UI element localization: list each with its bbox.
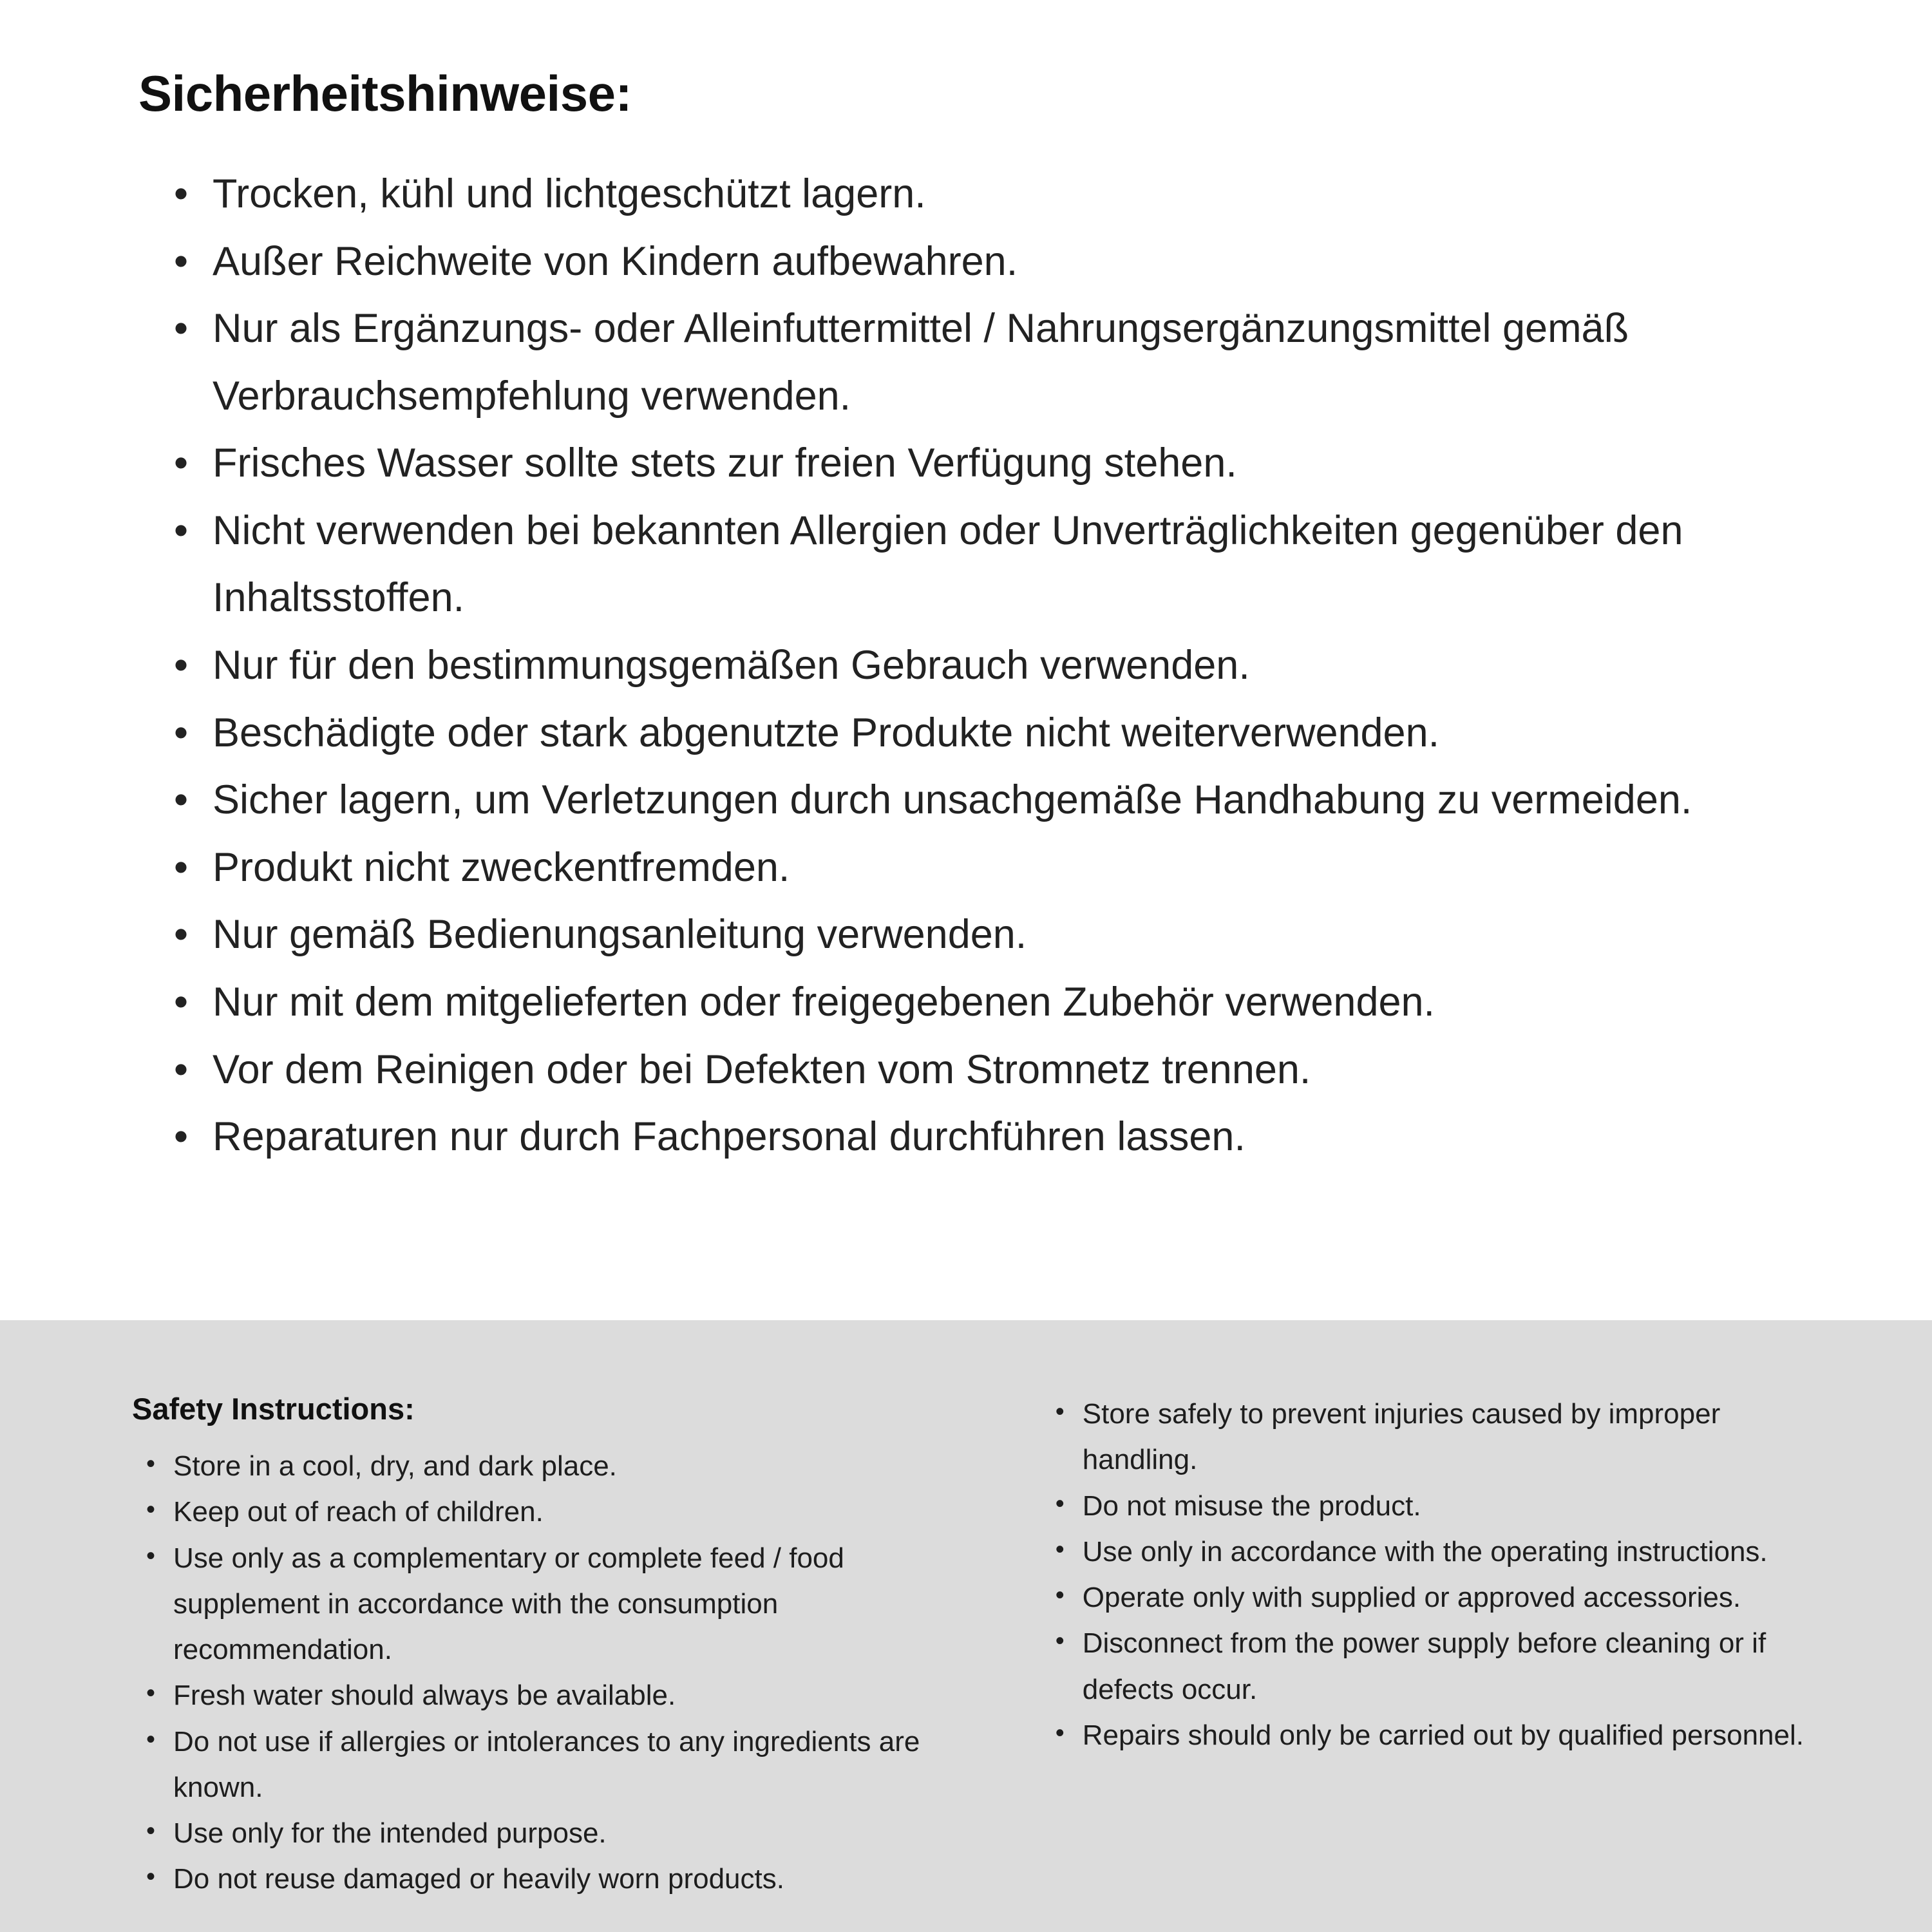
bullet-icon: • <box>146 1541 156 1570</box>
list-item <box>146 1810 971 1856</box>
list-item-text: Use only for the intended purpose. <box>173 1817 607 1850</box>
list-item <box>1056 1620 1835 1712</box>
bullet-icon: • <box>1055 1718 1065 1747</box>
list-item <box>1056 1391 1835 1483</box>
list-item-text: Nur für den bestimmungsgemäßen Gebrauch verwenden. <box>213 643 1250 688</box>
english-section <box>0 1320 1932 1932</box>
bullet-icon: • <box>174 1114 189 1160</box>
list-item <box>174 160 1855 228</box>
bullet-icon: • <box>174 238 189 284</box>
list-item <box>174 228 1855 296</box>
list-item-text: Use only as a complementary or complete feed / food supplement in accordance with the consumption recommendation. <box>173 1542 844 1666</box>
english-right-bullet-list <box>1041 1391 1835 1758</box>
list-item-text: Vor dem Reinigen oder bei Defekten vom Stromnetz trennen. <box>213 1046 1311 1092</box>
list-item <box>146 1719 971 1811</box>
bullet-icon: • <box>1055 1627 1065 1656</box>
bullet-icon: • <box>174 710 189 755</box>
list-item <box>174 766 1855 834</box>
english-left-column <box>132 1391 971 1932</box>
bullet-icon: • <box>146 1450 156 1478</box>
list-item-text: Do not misuse the product. <box>1082 1490 1421 1522</box>
list-item-text: Nur mit dem mitgelieferten oder freigegebenen Zubehör verwenden. <box>213 979 1435 1025</box>
list-item-text: Do not reuse damaged or heavily worn products. <box>173 1863 784 1895</box>
list-item-text: Nur als Ergänzungs- oder Alleinfuttermittel / Nahrungsergänzungsmittel gemäß Verbrauchsempfehlung verwenden. <box>213 306 1629 419</box>
list-item <box>146 1535 971 1673</box>
list-item <box>174 901 1855 969</box>
list-item-text: Außer Reichweite von Kindern aufbewahren. <box>213 238 1018 284</box>
bullet-icon: • <box>146 1817 156 1846</box>
list-item-text: Produkt nicht zweckentfremden. <box>213 844 790 890</box>
list-item <box>174 295 1855 430</box>
list-item-text: Beschädigte oder stark abgenutzte Produkte nicht weiterverwenden. <box>213 710 1440 755</box>
german-bullet-list <box>138 160 1855 1171</box>
bullet-icon: • <box>174 643 189 688</box>
list-item <box>1056 1575 1835 1620</box>
bullet-icon: • <box>174 844 189 890</box>
list-item <box>1056 1483 1835 1529</box>
english-right-column <box>1041 1391 1835 1932</box>
bullet-icon: • <box>174 171 189 216</box>
bullet-icon: • <box>1055 1535 1065 1564</box>
bullet-icon: • <box>1055 1581 1065 1610</box>
list-item-text: Use only in accordance with the operating instructions. <box>1082 1535 1768 1567</box>
list-item-text: Reparaturen nur durch Fachpersonal durchführen lassen. <box>213 1114 1245 1160</box>
list-item <box>174 1036 1855 1104</box>
list-item <box>146 1489 971 1535</box>
list-item <box>146 1856 971 1902</box>
list-item <box>174 834 1855 902</box>
list-item <box>174 969 1855 1036</box>
bullet-icon: • <box>146 1495 156 1524</box>
list-item <box>174 632 1855 699</box>
bullet-icon: • <box>174 979 189 1025</box>
list-item-text: Nicht verwenden bei bekannten Allergien oder Unverträglichkeiten gegenüber den Inhaltsstoffen. <box>213 507 1683 621</box>
list-item-text: Nur gemäß Bedienungsanleitung verwenden. <box>213 912 1027 958</box>
bullet-icon: • <box>174 440 189 486</box>
bullet-icon: • <box>1055 1489 1065 1518</box>
bullet-icon: • <box>174 1046 189 1092</box>
list-item-text: Do not use if allergies or intolerances to any ingredients are known. <box>173 1725 920 1803</box>
list-item-text: Keep out of reach of children. <box>173 1496 544 1528</box>
list-item-text: Sicher lagern, um Verletzungen durch unsachgemäße Handhabung zu vermeiden. <box>213 777 1692 823</box>
bullet-icon: • <box>174 777 189 823</box>
list-item-text: Store in a cool, dry, and dark place. <box>173 1450 617 1482</box>
german-section-title: Sicherheitshinweise: <box>138 65 632 122</box>
bullet-icon: • <box>174 912 189 958</box>
list-item <box>174 1103 1855 1171</box>
list-item <box>174 430 1855 497</box>
list-item-text: Store safely to prevent injuries caused by improper handling. <box>1082 1398 1721 1476</box>
list-item <box>1056 1712 1835 1758</box>
bullet-icon: • <box>174 507 189 553</box>
list-item <box>146 1672 971 1718</box>
list-item <box>146 1443 971 1489</box>
bullet-icon: • <box>146 1679 156 1708</box>
list-item-text: Disconnect from the power supply before cleaning or if defects occur. <box>1082 1627 1766 1705</box>
list-item <box>174 497 1855 632</box>
list-item-text: Frisches Wasser sollte stets zur freien Verfügung stehen. <box>213 440 1237 486</box>
bullet-icon: • <box>146 1725 156 1754</box>
english-left-bullet-list <box>132 1443 971 1902</box>
list-item-text: Operate only with supplied or approved accessories. <box>1082 1582 1741 1614</box>
list-item-text: Repairs should only be carried out by qualified personnel. <box>1082 1719 1804 1751</box>
bullet-icon: • <box>1055 1397 1065 1426</box>
english-section-title: Safety Instructions: <box>132 1392 415 1426</box>
list-item <box>174 699 1855 767</box>
bullet-icon: • <box>146 1862 156 1891</box>
list-item <box>1056 1529 1835 1575</box>
list-item-text: Trocken, kühl und lichtgeschützt lagern. <box>213 171 926 216</box>
bullet-icon: • <box>174 306 189 352</box>
list-item-text: Fresh water should always be available. <box>173 1680 676 1712</box>
